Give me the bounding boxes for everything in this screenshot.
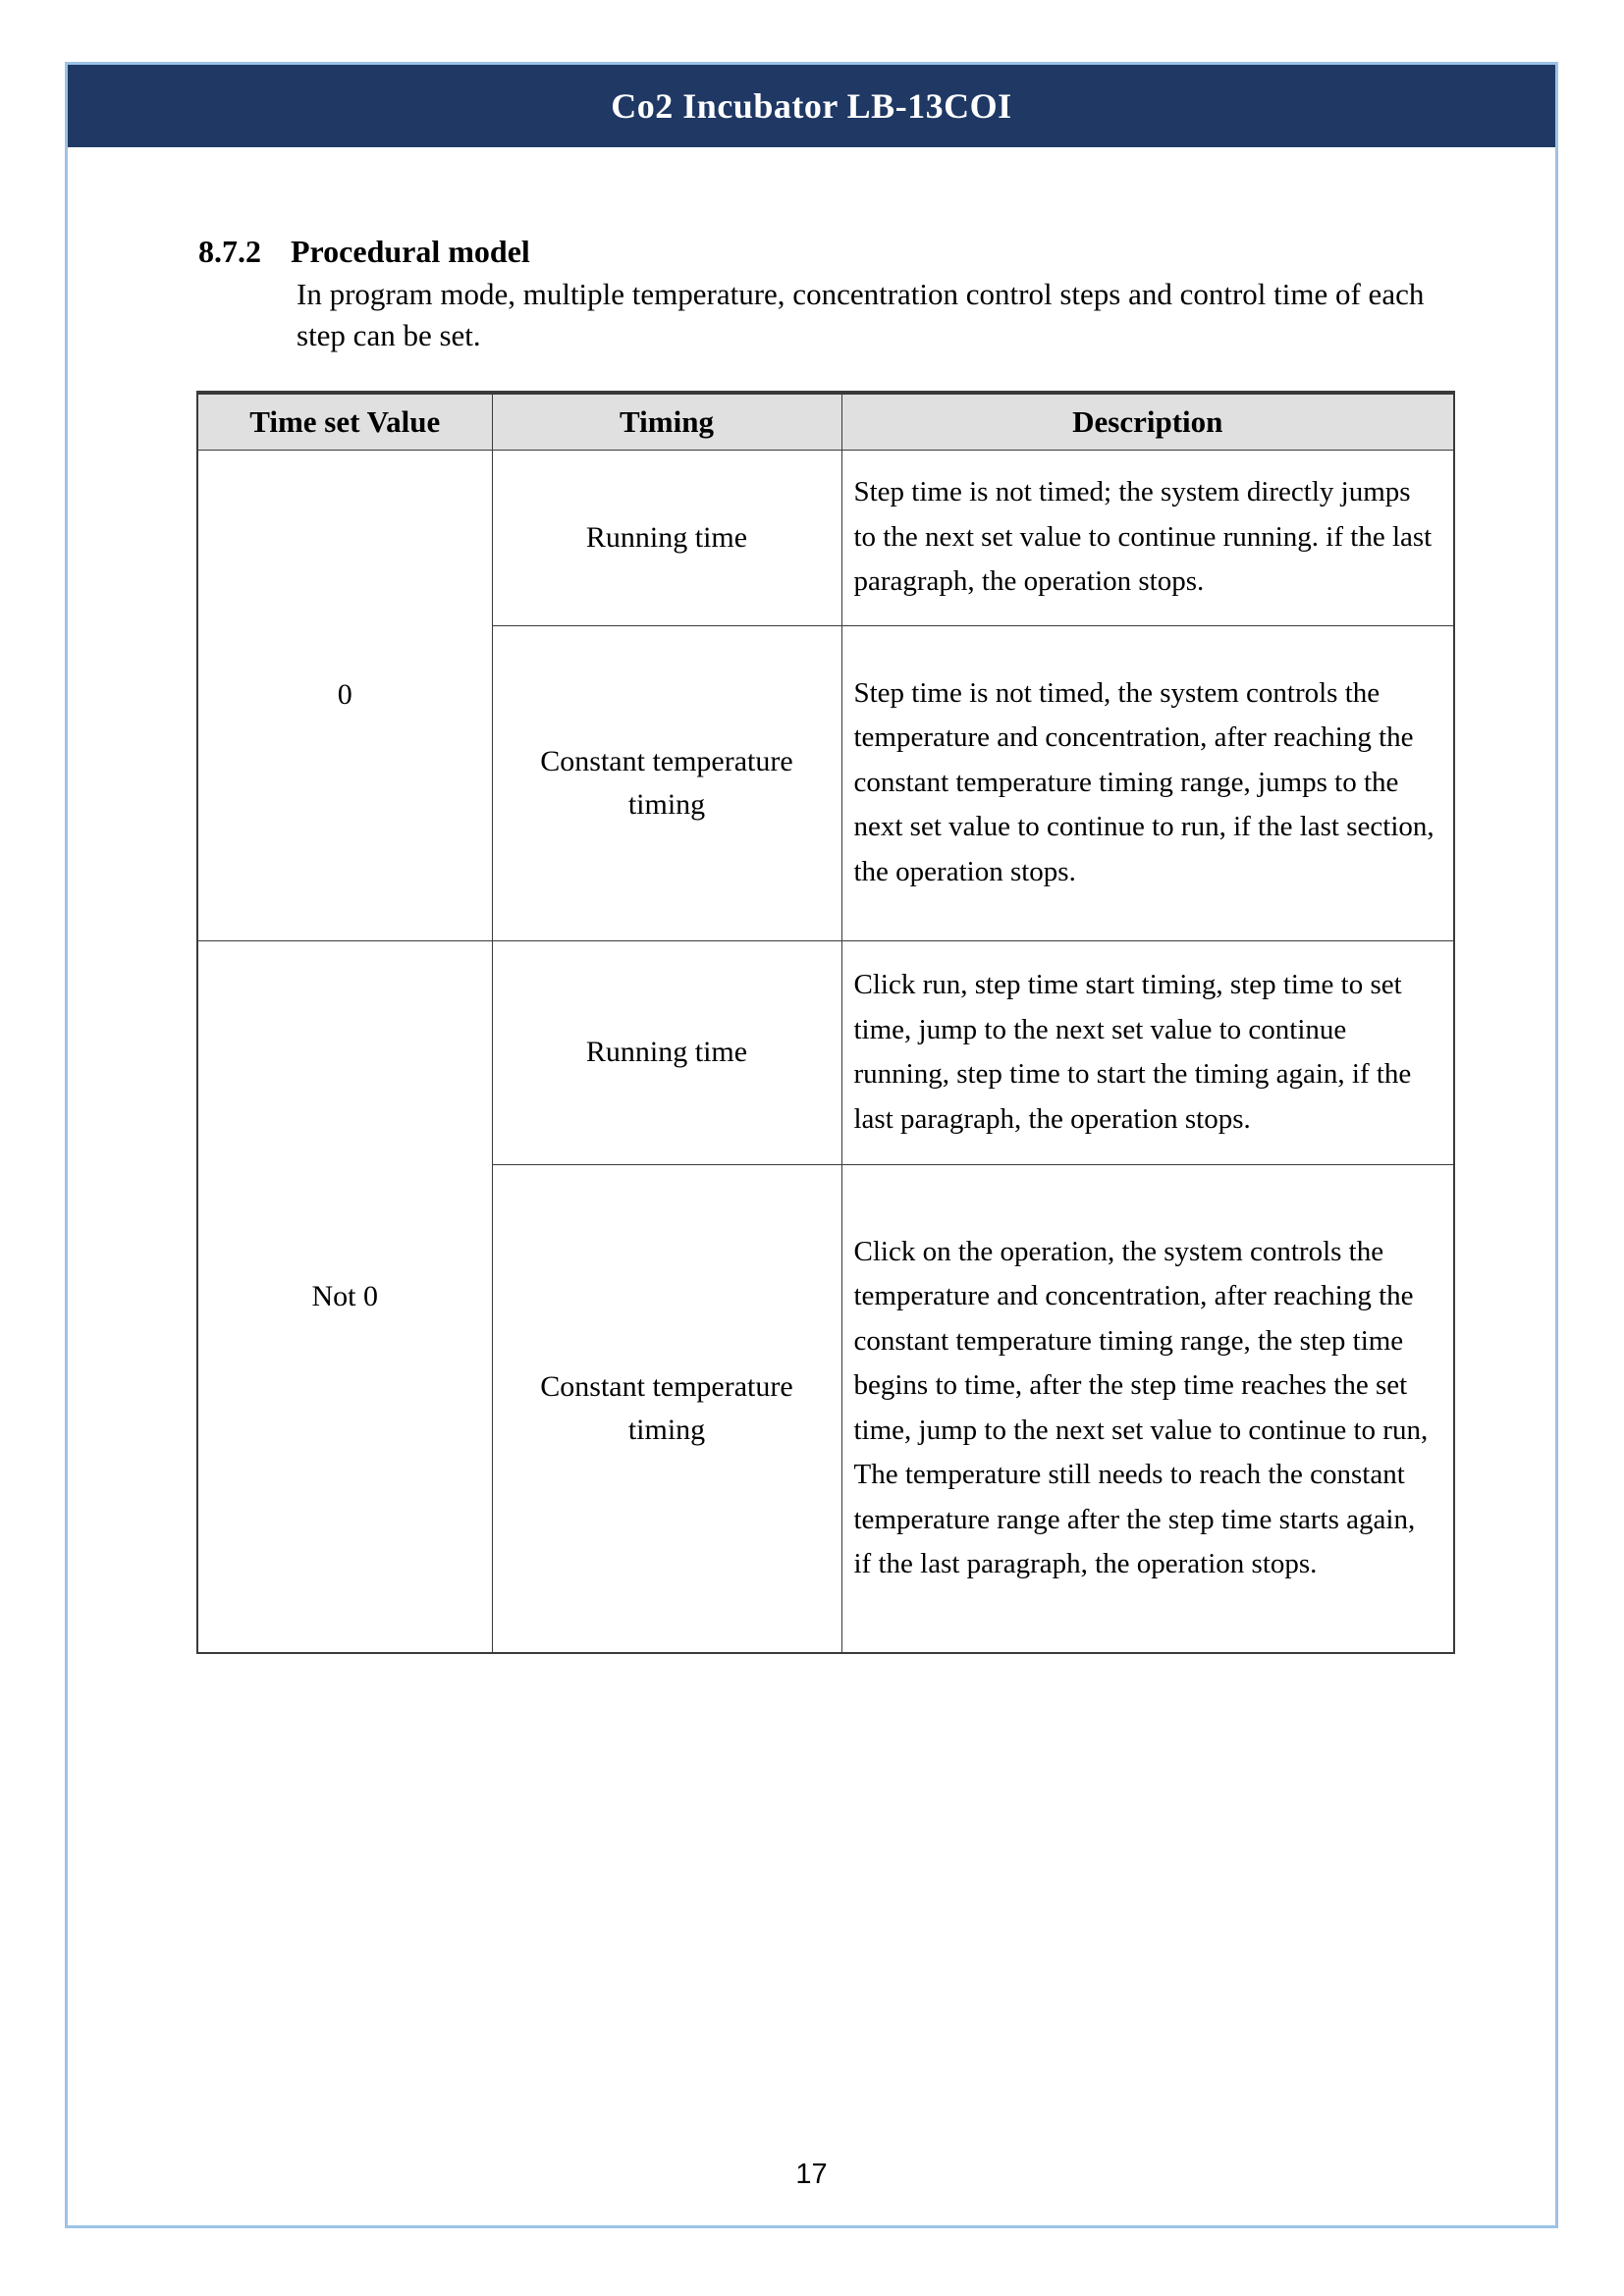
- column-header-time-set-value: Time set Value: [197, 393, 492, 450]
- page-border-frame: [65, 62, 1558, 2228]
- section-title: Procedural model: [291, 234, 530, 269]
- table-row: [197, 940, 1454, 1164]
- description-cell: Step time is not timed; the system directly jumps to the next set value to continue running. if the last paragraph, the operation stops.: [841, 450, 1454, 625]
- timing-cell-running-time: Running time: [492, 940, 841, 1164]
- table-header-row: [197, 393, 1454, 450]
- table-row: [197, 450, 1454, 625]
- description-cell: Click on the operation, the system controls the temperature and concentration, after reaching the constant temperature timing range, the step time begins to time, after the step time reaches the set time, jump to the next set value to continue to run, The temperature still needs to reach the constant temperature range after the step time starts again, if the last paragraph, the operation stops.: [841, 1164, 1454, 1653]
- description-cell: Click run, step time start timing, step time to set time, jump to the next set value to continue running, step time to start the timing again, if the last paragraph, the operation stops.: [841, 940, 1454, 1164]
- section-intro-paragraph: In program mode, multiple temperature, concentration control steps and control time of each step can be set.: [297, 277, 1425, 352]
- document-header-band: [68, 65, 1555, 147]
- document-title: Co2 Incubator LB-13COI: [611, 86, 1012, 126]
- timing-cell-constant-temperature: Constant temperature timing: [492, 625, 841, 940]
- column-header-timing: Timing: [492, 393, 841, 450]
- time-set-value-cell-not-zero: Not 0: [197, 940, 492, 1653]
- section-heading: [198, 234, 530, 270]
- column-header-description: Description: [841, 393, 1454, 450]
- procedural-model-table: [196, 391, 1455, 1654]
- timing-cell-running-time: Running time: [492, 450, 841, 625]
- timing-cell-constant-temperature: Constant temperature timing: [492, 1164, 841, 1653]
- time-set-value-cell-zero: 0: [197, 450, 492, 940]
- page-number: 17: [795, 2159, 828, 2190]
- description-cell: Step time is not timed, the system controls the temperature and concentration, after reaching the constant temperature timing range, jumps to the next set value to continue to run, if the last section, the operation stops.: [841, 625, 1454, 940]
- section-number: 8.7.2: [198, 234, 261, 269]
